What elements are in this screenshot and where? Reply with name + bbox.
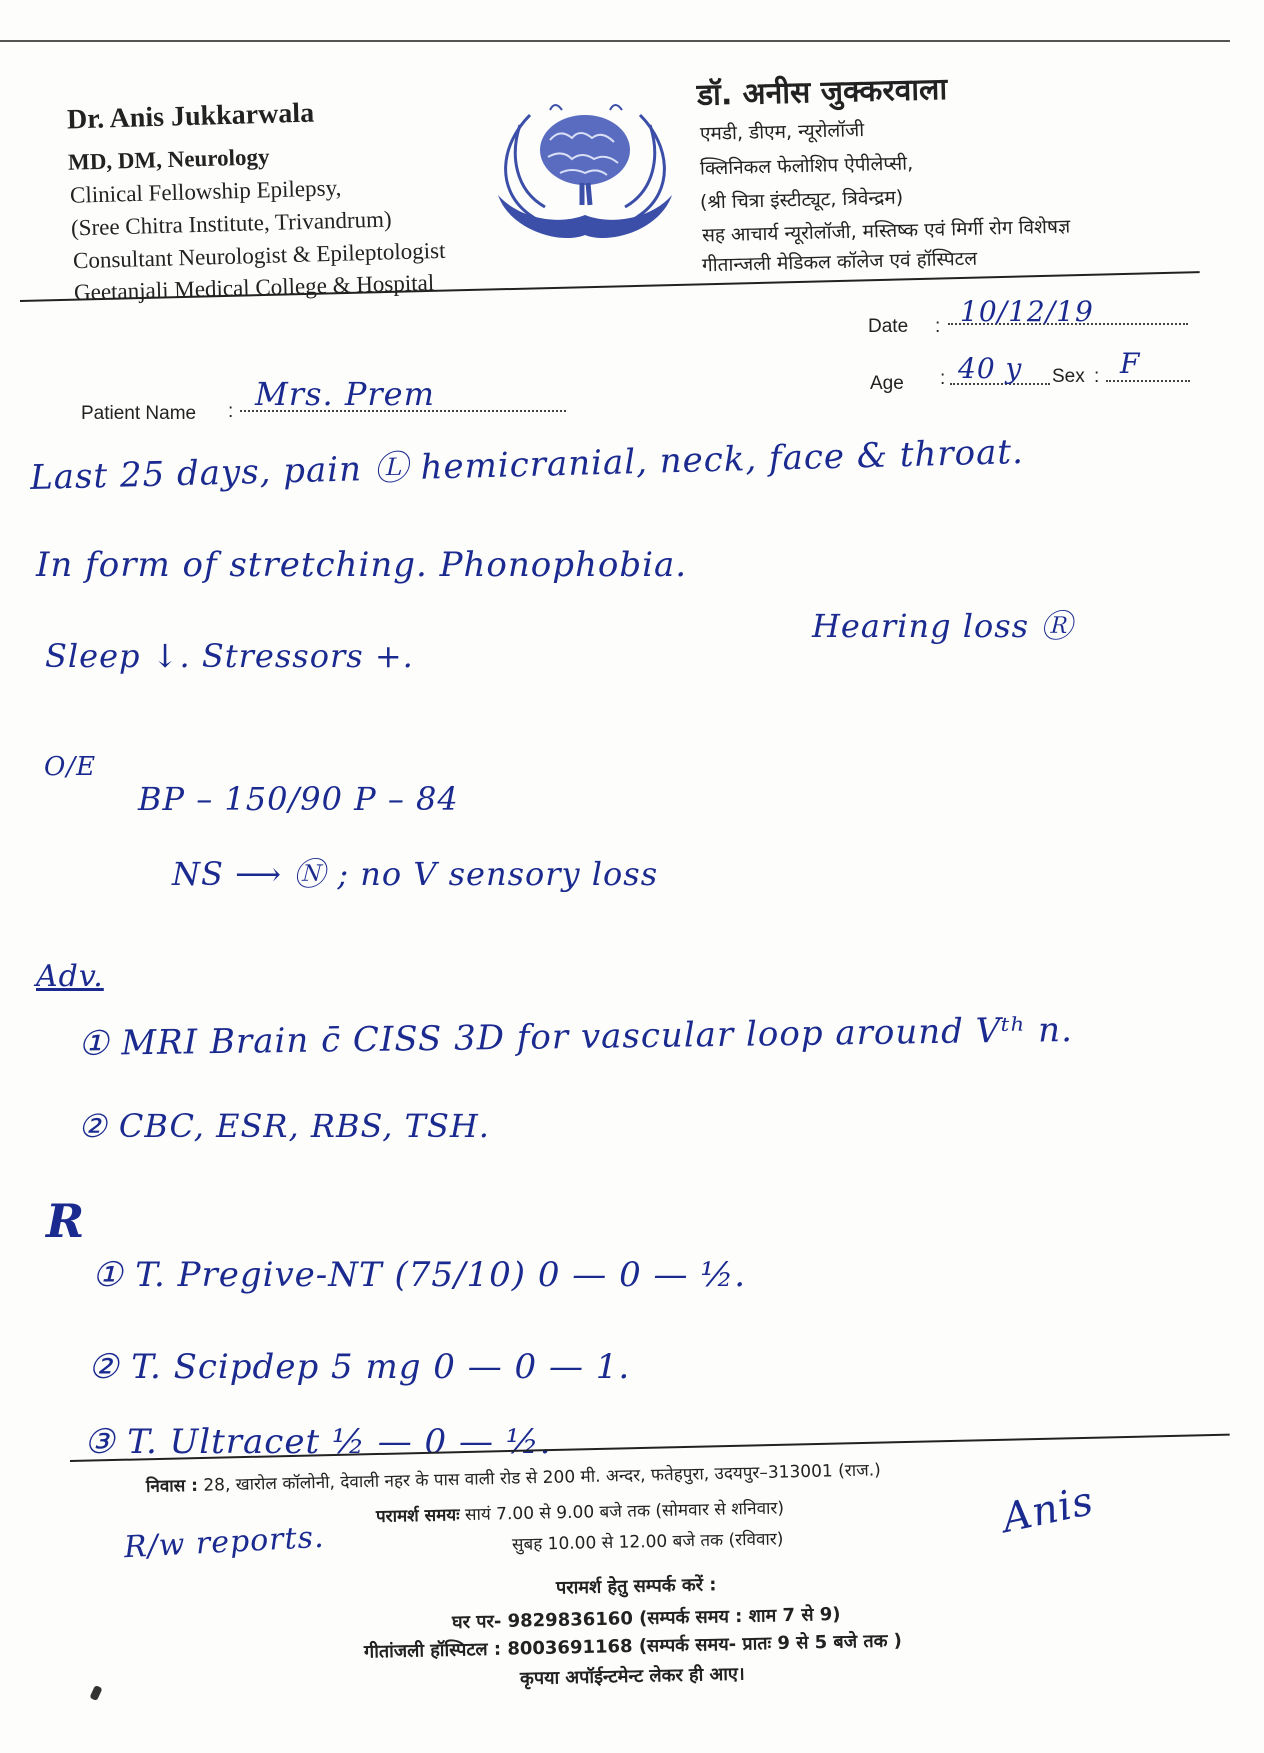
advice-line-2: ② CBC, ESR, RBS, TSH. — [78, 1107, 490, 1145]
rx-line-1: ① T. Pregive-NT (75/10) 0 — 0 — ½. — [92, 1255, 747, 1295]
rx-line-2: ② T. Scipdep 5 mg 0 — 0 — 1. — [88, 1347, 631, 1387]
rx-symbol: R — [46, 1194, 86, 1248]
brain-in-hands-logo — [490, 95, 680, 245]
footer-address — [146, 1457, 881, 1497]
header-hi-line3: सह आचार्य न्यूरोलॉजी, मस्तिष्क एवं मिर्गी रोग विशेषज्ञ — [701, 215, 1071, 247]
rx-line-3: ③ T. Ultracet ½ — 0 — ½. — [84, 1422, 552, 1462]
patient-colon: : — [228, 401, 234, 422]
contact-home: घर पर- 9829836160 (सम्पर्क समय : शाम 7 से 9) — [451, 1603, 841, 1634]
doctor-degrees-hi: एमडी, डीएम, न्यूरोलॉजी — [699, 118, 865, 146]
timing-label: परामर्श समयः — [375, 1505, 460, 1527]
age-value: 40 y — [958, 352, 1023, 385]
sex-value: F — [1120, 347, 1141, 380]
vitals: BP – 150/90 P – 84 — [138, 780, 459, 818]
header-hi-line4: गीतान्जली मेडिकल कॉलेज एवं हॉस्पिटल — [701, 247, 978, 277]
ns-exam: NS ⟶ Ⓝ ; no V sensory loss — [172, 855, 659, 893]
header-en-line2: (Sree Chitra Institute, Trivandrum) — [70, 206, 392, 241]
history-line-1: Last 25 days, pain Ⓛ hemicranial, neck, face & throat. — [29, 431, 1025, 499]
contact-hospital: गीतांजली हॉस्पिटल : 8003691168 (सम्पर्क समय- प्रातः 9 से 5 बजे तक ) — [363, 1630, 903, 1663]
hearing-note: Hearing loss Ⓡ — [812, 607, 1074, 645]
appointment-note: कृपया अपॉईन्टमेन्ट लेकर ही आए। — [519, 1663, 745, 1690]
header-hi-line1: क्लिनिकल फेलोशिप ऐपीलेप्सी, — [699, 152, 914, 180]
date-label: Date — [868, 316, 909, 337]
header-en-line3: Consultant Neurologist & Epileptologist — [72, 237, 446, 274]
ink-mark — [89, 1685, 102, 1701]
header-hi-line2: (श्री चित्रा इंस्टीट्यूट, त्रिवेन्द्रम) — [699, 186, 904, 214]
advice-heading: Adv. — [36, 959, 104, 994]
sex-line — [1106, 380, 1190, 382]
doctor-signature: Anis — [998, 1477, 1098, 1543]
footer-timing — [376, 1495, 785, 1527]
address-label: निवास : — [145, 1475, 199, 1497]
timing-sunday: सुबह 10.00 से 12.00 बजे तक (रविवार) — [511, 1529, 784, 1555]
date-colon: : — [935, 316, 941, 337]
sex-colon: : — [1094, 366, 1100, 387]
timing-weekday: सायं 7.00 से 9.00 बजे तक (सोमवार से शनिवार) — [464, 1498, 785, 1526]
history-line-3: Sleep ↓. Stressors +. — [45, 637, 414, 675]
doctor-name-hi: डॉ. अनीस जुक्करवाला — [696, 71, 948, 114]
age-colon: : — [940, 368, 946, 389]
patient-name-value: Mrs. Prem — [255, 375, 435, 413]
oe-heading: O/E — [44, 752, 97, 782]
top-edge — [0, 40, 1230, 42]
address-text: 28, खारोल कॉलोनी, देवाली नहर के पास वाली रोड से 200 मी. अन्दर, फतेहपुरा, उदयपुर–313001 (राज.) — [203, 1460, 881, 1496]
advice-line-1: ① MRI Brain c̄ CISS 3D for vascular loop around Vᵗʰ n. — [77, 1010, 1074, 1064]
header-en-line4: Geetanjali Medical College & Hospital — [73, 269, 435, 306]
age-label: Age — [870, 373, 904, 394]
review-note: R/w reports. — [123, 1519, 326, 1566]
history-line-2: In form of stretching. Phonophobia. — [36, 545, 688, 585]
date-value: 10/12/19 — [960, 295, 1094, 328]
header-en-line1: Clinical Fellowship Epilepsy, — [69, 175, 342, 208]
patient-name-label: Patient Name — [81, 403, 197, 424]
contact-heading: परामर्श हेतु सम्पर्क करें : — [555, 1574, 717, 1599]
doctor-degrees-en: MD, DM, Neurology — [67, 144, 270, 175]
doctor-name-en: Dr. Anis Jukkarwala — [66, 97, 315, 136]
sex-label: Sex — [1052, 366, 1085, 387]
